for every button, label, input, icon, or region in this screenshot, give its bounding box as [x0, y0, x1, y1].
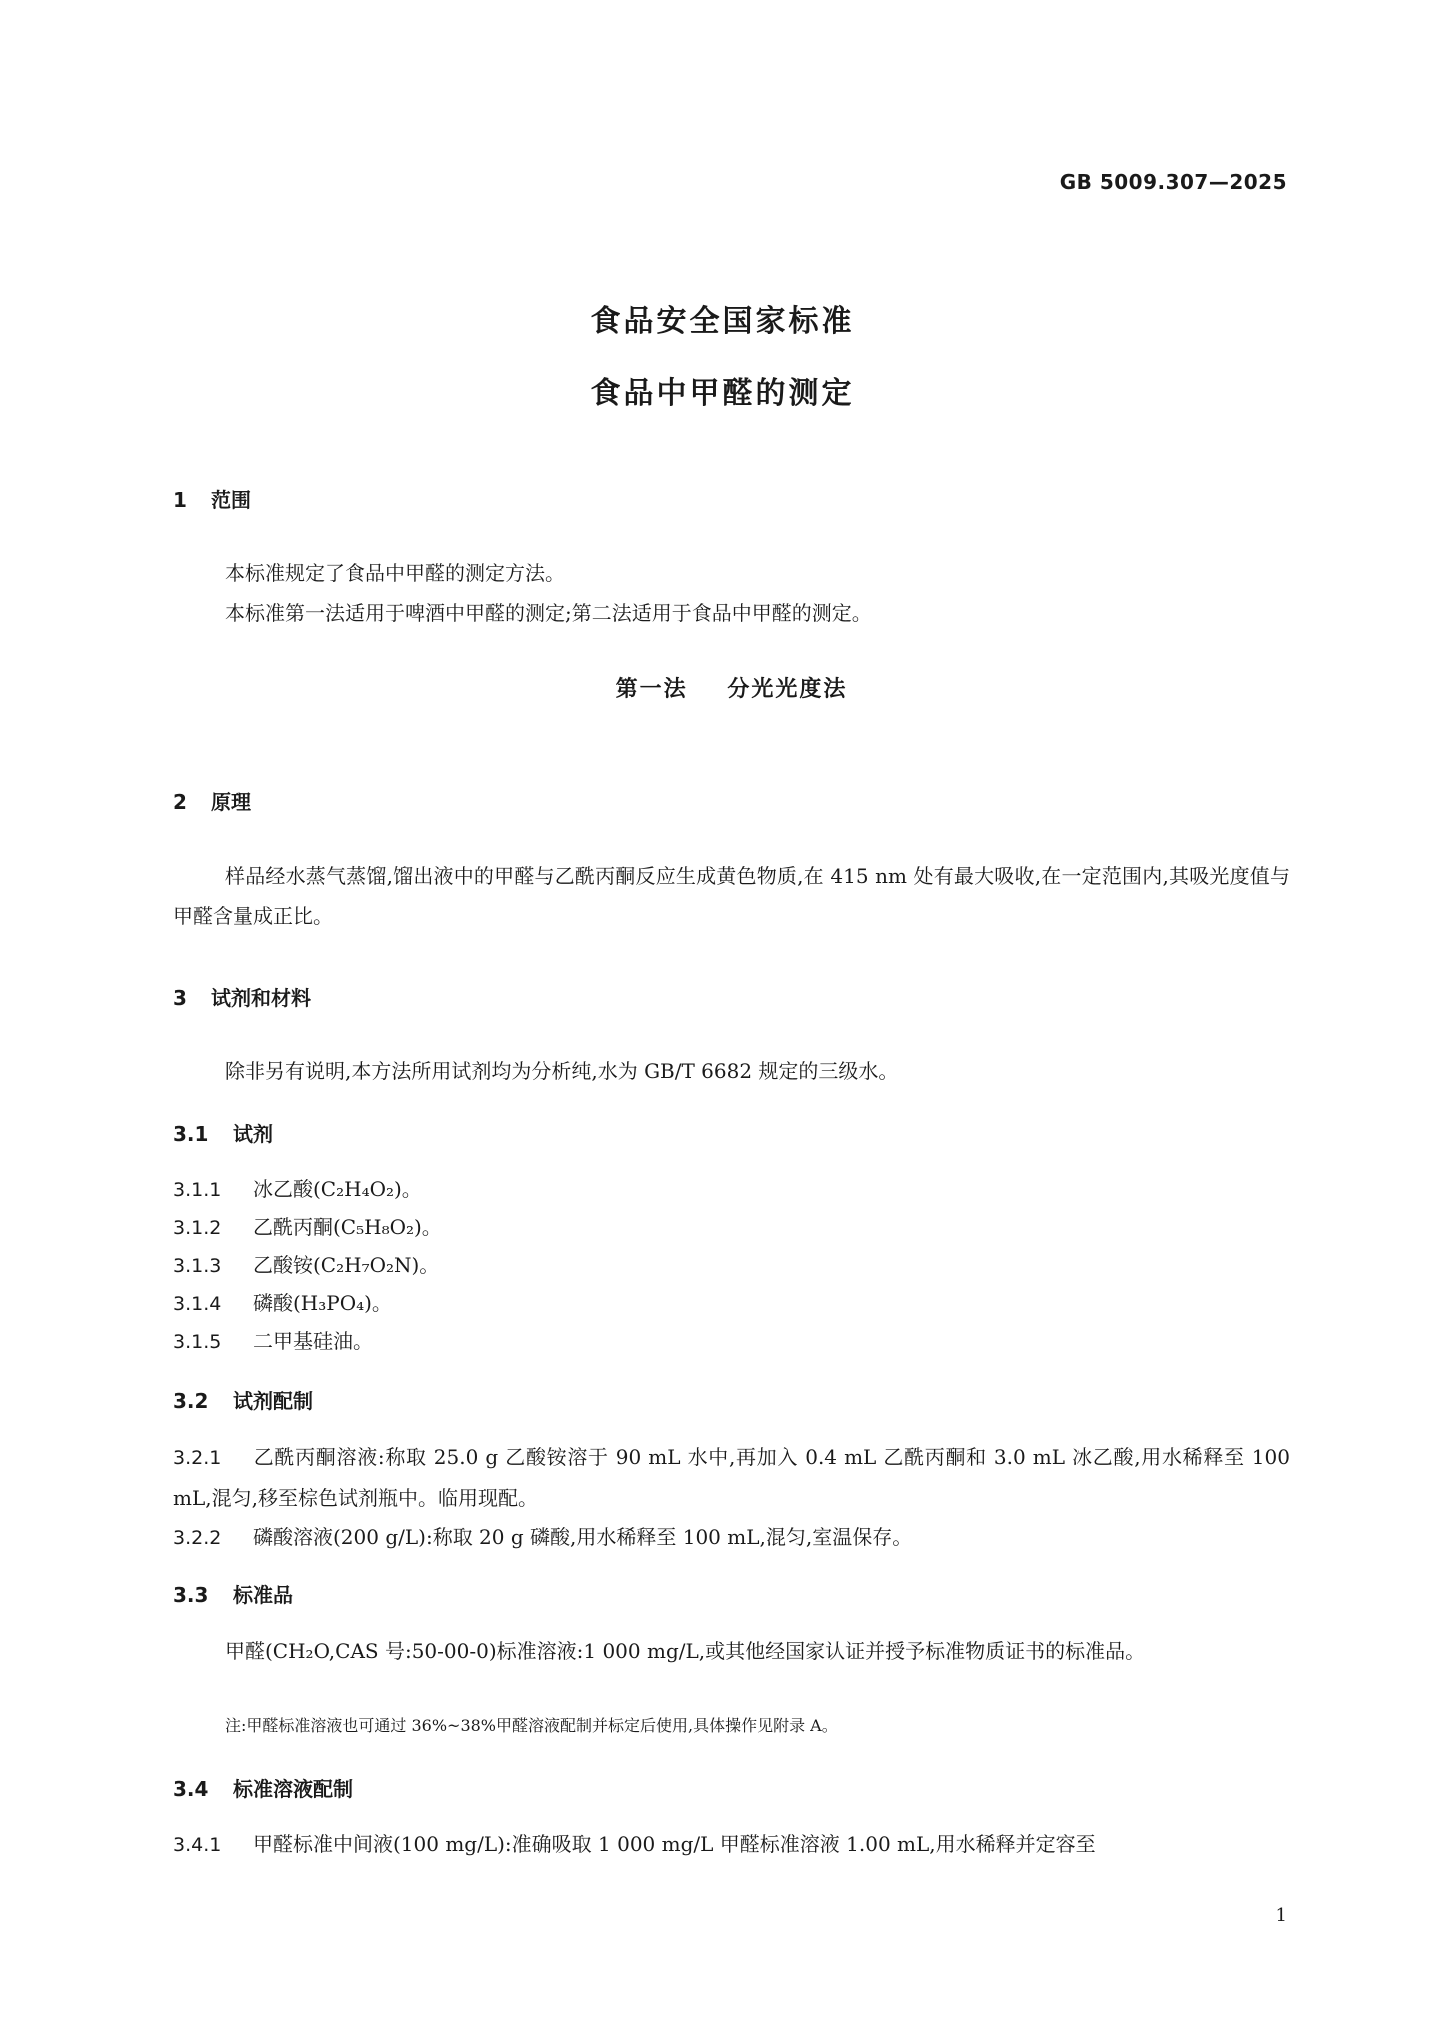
- subsection-title: 标准品: [233, 1583, 293, 1607]
- list-item: [173, 1322, 1290, 1361]
- item-number: 3.1.1: [173, 1179, 222, 1201]
- item-text: 二甲基硅油。: [253, 1329, 373, 1353]
- list-item: [173, 1825, 1290, 1864]
- item-text: 磷酸(H₃PO₄)。: [253, 1291, 392, 1315]
- standard-title: 食品安全国家标准: [590, 304, 855, 339]
- subsection-number: 3.1: [173, 1122, 209, 1146]
- paragraph: 本标准规定了食品中甲醛的测定方法。: [225, 561, 565, 585]
- subsection-number: 3.3: [173, 1583, 209, 1607]
- document-title: 食品中甲醛的测定: [590, 376, 855, 411]
- section-heading-reagents: [173, 982, 311, 1011]
- item-text: 乙酸铵(C₂H₇O₂N)。: [253, 1253, 440, 1277]
- item-text: 乙酰丙酮(C₅H₈O₂)。: [253, 1215, 442, 1239]
- standard-code: GB 5009.307—2025: [1059, 170, 1287, 194]
- item-text: 乙酰丙酮溶液:称取 25.0 g 乙酸铵溶于 90 mL 水中,再加入 0.4 mL 乙酰丙酮和 3.0 mL 冰乙酸,用水稀释至 100 mL,混匀,移至棕色试剂瓶中。临用现配。: [173, 1445, 1290, 1510]
- subsection-heading: [173, 1579, 293, 1608]
- item-number: 3.1.2: [173, 1217, 222, 1239]
- paragraph: 样品经水蒸气蒸馏,馏出液中的甲醛与乙酰丙酮反应生成黄色物质,在 415 nm 处有最大吸收,在一定范围内,其吸光度值与甲醛含量成正比。: [173, 864, 1290, 928]
- section-number: 1: [173, 488, 187, 512]
- item-number: 3.2.1: [173, 1447, 222, 1469]
- subsection-number: 3.4: [173, 1777, 209, 1801]
- item-number: 3.2.2: [173, 1527, 222, 1549]
- item-text: 冰乙酸(C₂H₄O₂)。: [253, 1177, 422, 1201]
- subsection-heading: [173, 1118, 273, 1147]
- paragraph: 甲醛(CH₂O,CAS 号:50-00-0)标准溶液:1 000 mg/L,或其他经国家认证并授予标准物质证书的标准品。: [225, 1639, 1146, 1663]
- subsection-heading: [173, 1773, 353, 1802]
- section-heading-scope: [173, 484, 251, 513]
- method-title: 第一法 分光光度法: [615, 677, 848, 702]
- subsection-title: 试剂配制: [233, 1389, 313, 1413]
- section-number: 3: [173, 986, 187, 1010]
- section-number: 2: [173, 790, 187, 814]
- subsection-title: 标准溶液配制: [233, 1777, 353, 1801]
- list-item: [173, 1284, 1290, 1323]
- item-number: 3.1.5: [173, 1331, 222, 1353]
- section-title: 原理: [211, 790, 251, 814]
- subsection-heading: [173, 1385, 313, 1414]
- list-item: [173, 1517, 1290, 1558]
- item-text: 磷酸溶液(200 g/L):称取 20 g 磷酸,用水稀释至 100 mL,混匀,室温保存。: [253, 1525, 913, 1549]
- list-item: [173, 1246, 1290, 1285]
- list-item: [173, 1208, 1290, 1247]
- list-item: [173, 1437, 1290, 1518]
- item-number: 3.4.1: [173, 1834, 222, 1856]
- page-number: 1: [1275, 1905, 1287, 1926]
- item-number: 3.1.4: [173, 1293, 222, 1315]
- section-heading-principle: [173, 786, 251, 815]
- section-title: 范围: [211, 488, 251, 512]
- subsection-number: 3.2: [173, 1389, 209, 1413]
- section-title: 试剂和材料: [211, 986, 311, 1010]
- item-text: 甲醛标准中间液(100 mg/L):准确吸取 1 000 mg/L 甲醛标准溶液 1.00 mL,用水稀释并定容至: [253, 1832, 1096, 1856]
- list-item: [173, 1170, 1290, 1209]
- item-number: 3.1.3: [173, 1255, 222, 1277]
- subsection-title: 试剂: [233, 1122, 273, 1146]
- paragraph: 除非另有说明,本方法所用试剂均为分析纯,水为 GB/T 6682 规定的三级水。: [225, 1059, 899, 1083]
- note: 注:甲醛标准溶液也可通过 36%~38%甲醛溶液配制并标定后使用,具体操作见附录 A。: [225, 1716, 838, 1735]
- paragraph: 本标准第一法适用于啤酒中甲醛的测定;第二法适用于食品中甲醛的测定。: [225, 601, 872, 625]
